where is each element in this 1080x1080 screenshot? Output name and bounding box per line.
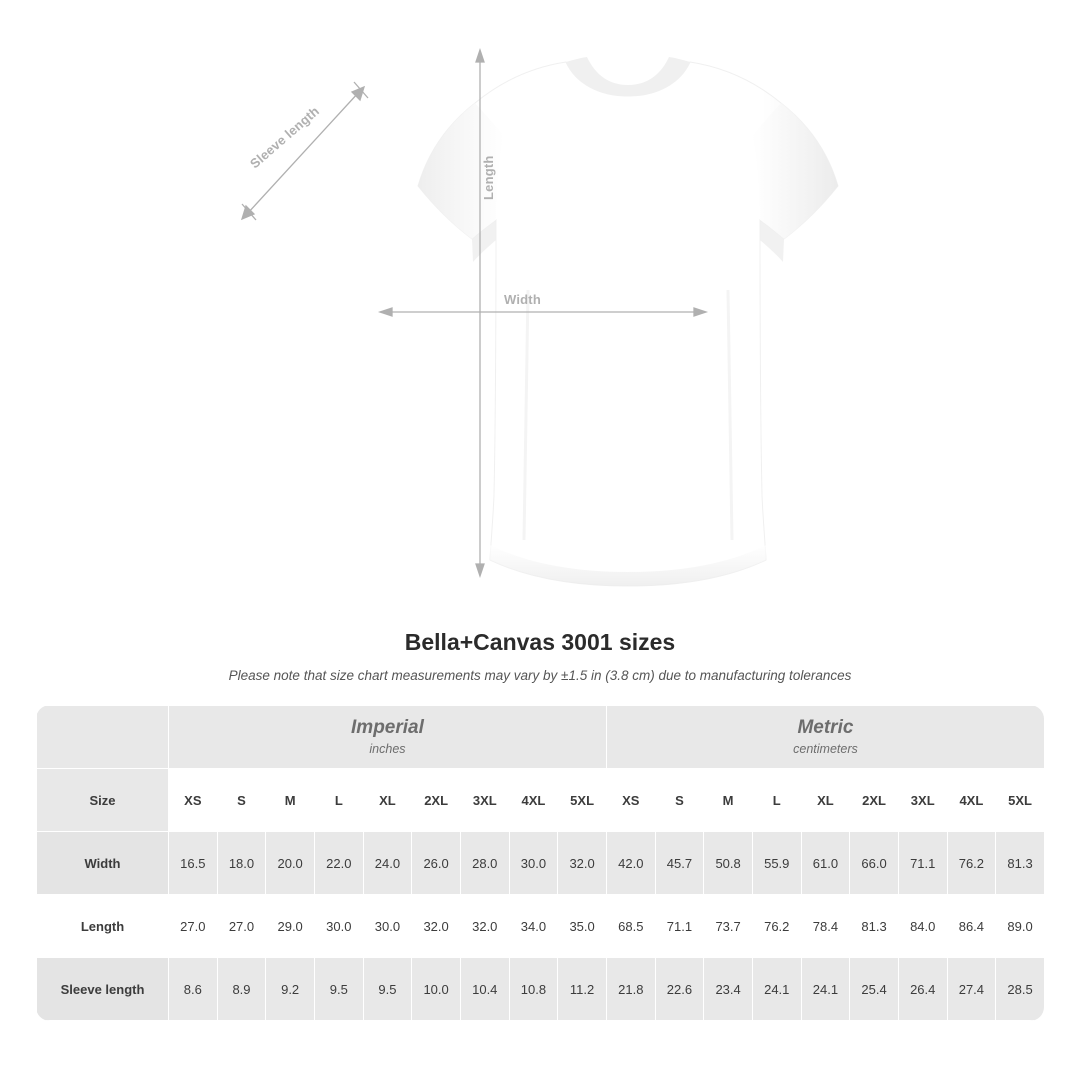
cell-width-13: 61.0: [801, 832, 850, 895]
size-col-1: S: [217, 769, 266, 832]
cell-length-0: 27.0: [169, 895, 218, 958]
cell-width-6: 28.0: [460, 832, 509, 895]
cell-length-9: 68.5: [606, 895, 655, 958]
row-label-length: Length: [37, 895, 169, 958]
size-col-8: 5XL: [558, 769, 607, 832]
cell-length-15: 84.0: [898, 895, 947, 958]
cell-length-8: 35.0: [558, 895, 607, 958]
row-label-width: Width: [37, 832, 169, 895]
cell-width-15: 71.1: [898, 832, 947, 895]
row-label-sleeve-length: Sleeve length: [37, 958, 169, 1021]
size-col-10: S: [655, 769, 704, 832]
cell-length-11: 73.7: [704, 895, 753, 958]
size-chart-table: [36, 705, 1044, 1021]
unit-header-imperial: [169, 706, 607, 769]
cell-length-2: 29.0: [266, 895, 315, 958]
size-col-14: 2XL: [850, 769, 899, 832]
cell-width-12: 55.9: [752, 832, 801, 895]
cell-length-14: 81.3: [850, 895, 899, 958]
cell-length-1: 27.0: [217, 895, 266, 958]
cell-width-14: 66.0: [850, 832, 899, 895]
cell-sleeve-0: 8.6: [169, 958, 218, 1021]
cell-sleeve-6: 10.4: [460, 958, 509, 1021]
table-row: [37, 958, 1045, 1021]
cell-sleeve-11: 23.4: [704, 958, 753, 1021]
size-col-6: 3XL: [460, 769, 509, 832]
cell-sleeve-1: 8.9: [217, 958, 266, 1021]
cell-length-4: 30.0: [363, 895, 412, 958]
tshirt-svg: [228, 40, 848, 590]
tshirt-graphic: [228, 40, 848, 590]
unit-header-metric: [606, 706, 1044, 769]
size-chart-table-wrapper: [36, 705, 1044, 1021]
size-col-2: M: [266, 769, 315, 832]
cell-length-16: 86.4: [947, 895, 996, 958]
cell-sleeve-9: 21.8: [606, 958, 655, 1021]
cell-sleeve-12: 24.1: [752, 958, 801, 1021]
unit-subtitle-metric: centimeters: [793, 742, 858, 757]
cell-sleeve-16: 27.4: [947, 958, 996, 1021]
size-col-3: L: [314, 769, 363, 832]
cell-length-17: 89.0: [996, 895, 1044, 958]
cell-width-4: 24.0: [363, 832, 412, 895]
cell-width-9: 42.0: [606, 832, 655, 895]
cell-length-3: 30.0: [314, 895, 363, 958]
unit-header-row: [37, 706, 1045, 769]
cell-sleeve-3: 9.5: [314, 958, 363, 1021]
sleeve-length-label: Sleeve length: [247, 103, 323, 172]
cell-width-17: 81.3: [996, 832, 1044, 895]
cell-sleeve-15: 26.4: [898, 958, 947, 1021]
cell-sleeve-13: 24.1: [801, 958, 850, 1021]
cell-width-16: 76.2: [947, 832, 996, 895]
table-row: [37, 832, 1045, 895]
cell-sleeve-8: 11.2: [558, 958, 607, 1021]
tolerance-note: Please note that size chart measurements may vary by ±1.5 in (3.8 cm) due to manufacturing tolerances: [228, 668, 852, 683]
size-col-0: XS: [169, 769, 218, 832]
page-title: Bella+Canvas 3001 sizes: [404, 629, 676, 655]
cell-sleeve-17: 28.5: [996, 958, 1044, 1021]
size-col-4: XL: [363, 769, 412, 832]
cell-width-5: 26.0: [412, 832, 461, 895]
table-row: [37, 895, 1045, 958]
unit-subtitle-imperial: inches: [369, 742, 406, 757]
size-col-12: L: [752, 769, 801, 832]
size-col-7: 4XL: [509, 769, 558, 832]
cell-sleeve-14: 25.4: [850, 958, 899, 1021]
cell-sleeve-2: 9.2: [266, 958, 315, 1021]
cell-sleeve-4: 9.5: [363, 958, 412, 1021]
cell-width-10: 45.7: [655, 832, 704, 895]
unit-system-metric: Metric: [797, 716, 854, 738]
heading-block: [0, 629, 1080, 683]
cell-sleeve-10: 22.6: [655, 958, 704, 1021]
length-label: Length: [481, 155, 496, 200]
cell-width-3: 22.0: [314, 832, 363, 895]
size-col-16: 4XL: [947, 769, 996, 832]
cell-length-13: 78.4: [801, 895, 850, 958]
cell-width-8: 32.0: [558, 832, 607, 895]
cell-sleeve-5: 10.0: [412, 958, 461, 1021]
cell-width-0: 16.5: [169, 832, 218, 895]
size-header-row: [37, 769, 1045, 832]
cell-sleeve-7: 10.8: [509, 958, 558, 1021]
cell-length-6: 32.0: [460, 895, 509, 958]
size-col-13: XL: [801, 769, 850, 832]
cell-length-7: 34.0: [509, 895, 558, 958]
unit-system-imperial: Imperial: [351, 716, 424, 738]
width-label: Width: [504, 292, 541, 307]
size-col-5: 2XL: [412, 769, 461, 832]
table-corner-cell: [37, 706, 169, 769]
cell-length-5: 32.0: [412, 895, 461, 958]
cell-length-10: 71.1: [655, 895, 704, 958]
cell-length-12: 76.2: [752, 895, 801, 958]
size-col-9: XS: [606, 769, 655, 832]
size-col-17: 5XL: [996, 769, 1044, 832]
size-column-header: Size: [37, 769, 169, 832]
size-col-11: M: [704, 769, 753, 832]
size-col-15: 3XL: [898, 769, 947, 832]
cell-width-7: 30.0: [509, 832, 558, 895]
cell-width-2: 20.0: [266, 832, 315, 895]
cell-width-11: 50.8: [704, 832, 753, 895]
cell-width-1: 18.0: [217, 832, 266, 895]
